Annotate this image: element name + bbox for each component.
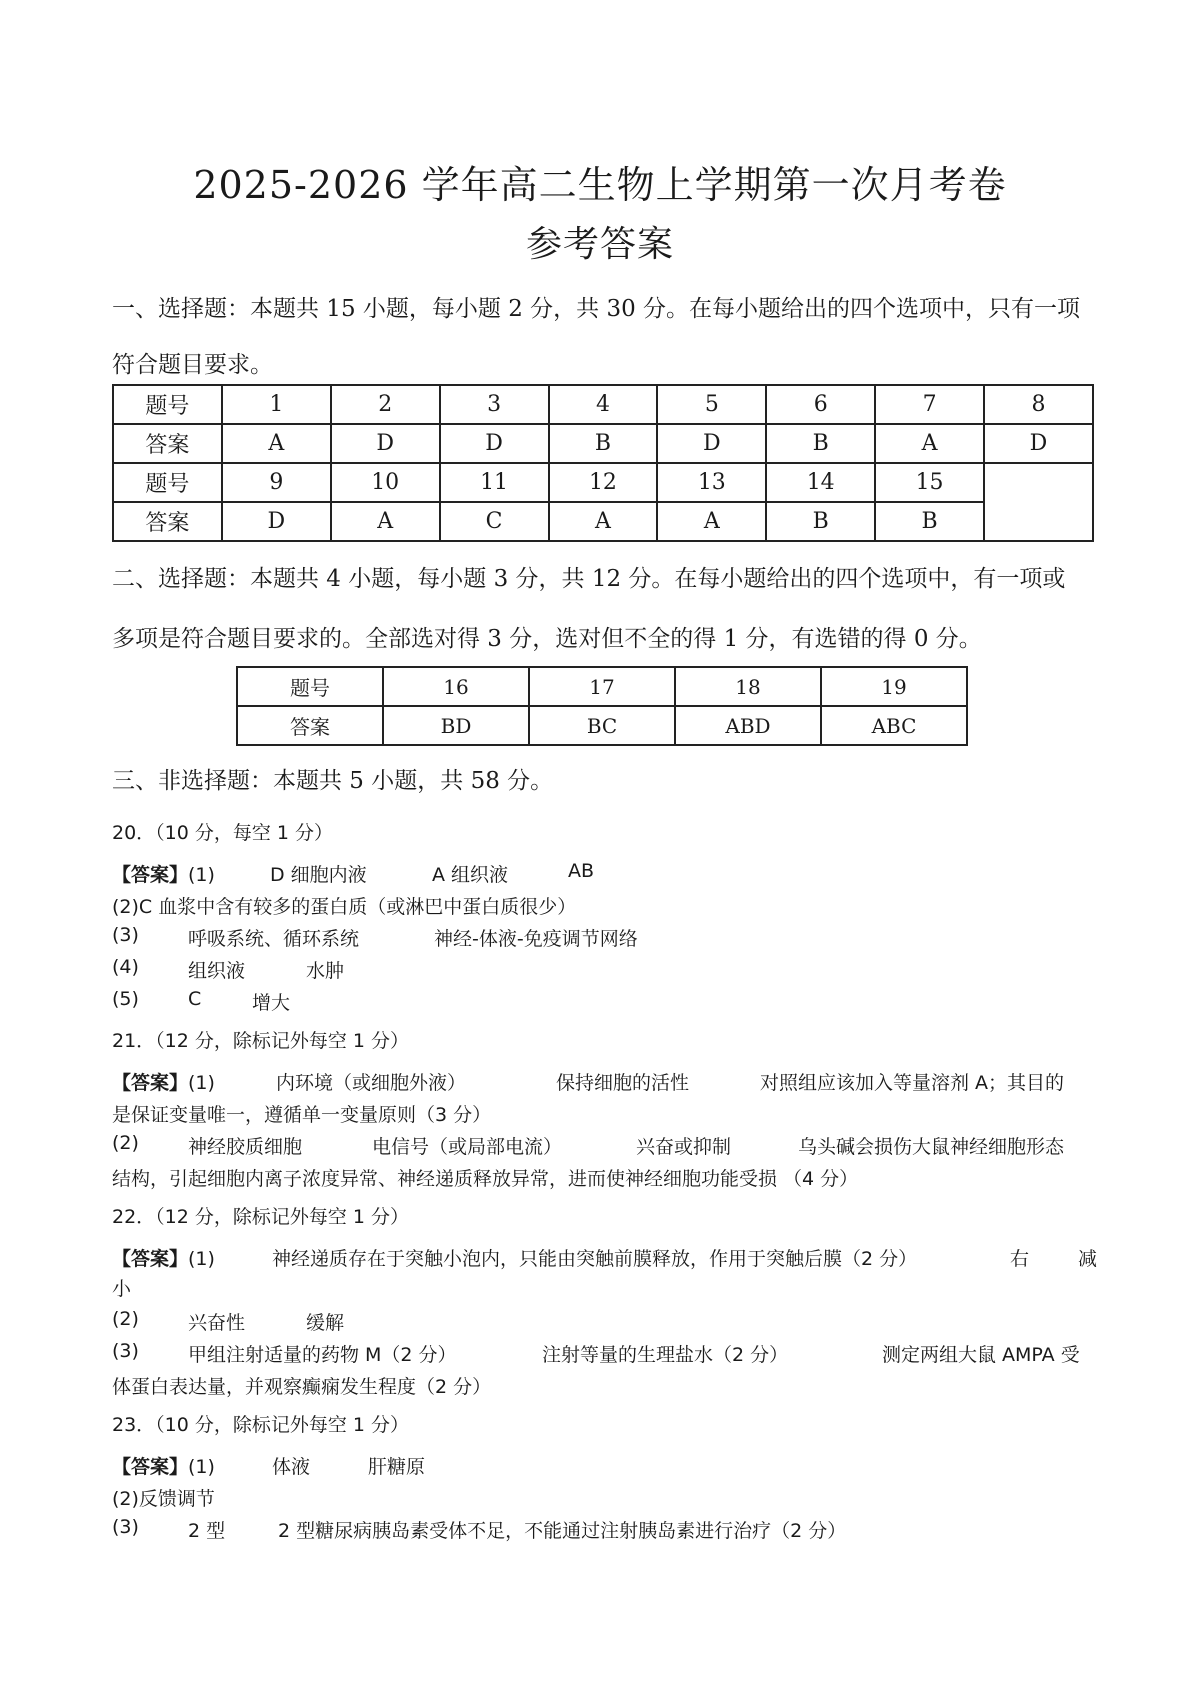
answer-cell: B: [549, 424, 658, 463]
question-number: 15: [875, 463, 984, 502]
q21-line1: [112, 1068, 1065, 1095]
answer-cell: A: [549, 502, 658, 541]
question-number: 14: [766, 463, 875, 502]
answer-prefix: 【答案】: [112, 1248, 189, 1270]
answer-cell: D: [657, 424, 766, 463]
answer-cell: BD: [383, 706, 529, 745]
question-number: 16: [383, 667, 529, 706]
q22-line1: [112, 1244, 1098, 1271]
q22-line1-cont: 小: [112, 1278, 132, 1300]
answer-cell: A: [222, 424, 331, 463]
question-number: 19: [821, 667, 967, 706]
part-number: (4): [112, 956, 139, 978]
answer-cell: D: [331, 424, 440, 463]
question-number: 17: [529, 667, 675, 706]
empty-cell: [984, 463, 1093, 541]
answer-text: 对照组应该加入等量溶剂 A；其目的: [760, 1072, 1065, 1094]
q23-line2: (2)反馈调节: [112, 1488, 215, 1510]
table-row: [237, 706, 967, 745]
question-number: 18: [675, 667, 821, 706]
q20-line2: (2)C 血浆中含有较多的蛋白质（或淋巴中蛋白质很少）: [112, 896, 577, 918]
section2-instruction-line2: 多项是符合题目要求的。全部选对得 3 分，选对但不全的得 1 分，有选错的得 0 分。: [112, 626, 982, 652]
q23-header: 23．（10 分，除标记外每空 1 分）: [112, 1414, 410, 1436]
answer-cell: D: [440, 424, 549, 463]
answer-cell: B: [875, 502, 984, 541]
answer-text: 兴奋性: [188, 1312, 246, 1334]
part-number: (5): [112, 988, 139, 1010]
answer-text: 电信号（或局部电流）: [372, 1136, 563, 1158]
answer-cell: D: [222, 502, 331, 541]
answer-prefix: 【答案】: [112, 1456, 189, 1478]
row-label-question: 题号: [113, 385, 222, 424]
question-number: 4: [549, 385, 658, 424]
answer-prefix: 【答案】: [112, 864, 189, 886]
answer-text: 呼吸系统、循环系统: [188, 928, 360, 950]
answer-text: A 组织液: [432, 864, 509, 886]
page-title: 2025-2026 学年高二生物上学期第一次月考卷: [193, 163, 1007, 207]
answer-text: 缓解: [306, 1312, 345, 1334]
answer-text: 增大: [252, 992, 291, 1014]
table-row: [113, 424, 1093, 463]
part-number: (3): [112, 1340, 139, 1362]
question-number: 11: [440, 463, 549, 502]
q21-line1-cont: 是保证变量唯一，遵循单一变量原则（3 分）: [112, 1104, 492, 1126]
row-label-answer: 答案: [113, 424, 222, 463]
question-number: 9: [222, 463, 331, 502]
part-number: (1): [188, 1072, 215, 1094]
q22-line3: [112, 1340, 1080, 1366]
answer-text: 组织液: [188, 960, 246, 982]
answer-text: AB: [568, 860, 595, 882]
answer-cell: B: [766, 424, 875, 463]
question-number: 10: [331, 463, 440, 502]
answer-text: 测定两组大鼠 AMPA 受: [882, 1344, 1080, 1366]
section3-heading: 三、非选择题：本题共 5 小题，共 58 分。: [112, 768, 554, 794]
answer-text: 右: [1010, 1248, 1030, 1270]
question-number: 3: [440, 385, 549, 424]
answer-text: 甲组注射适量的药物 M（2 分）: [188, 1344, 457, 1366]
answer-cell: ABC: [821, 706, 967, 745]
question-number: 1: [222, 385, 331, 424]
question-number: 6: [766, 385, 875, 424]
q20-line4: [112, 956, 345, 982]
part-number: (1): [188, 1248, 215, 1270]
q22-header: 22．（12 分，除标记外每空 1 分）: [112, 1206, 410, 1228]
answer-cell: C: [440, 502, 549, 541]
question-number: 8: [984, 385, 1093, 424]
q22-line3-cont: 体蛋白表达量，并观察癫痫发生程度（2 分）: [112, 1376, 492, 1398]
table-row: [237, 667, 967, 706]
answer-cell: D: [984, 424, 1093, 463]
part-number: (3): [112, 924, 139, 946]
answer-text: 2 型糖尿病胰岛素受体不足，不能通过注射胰岛素进行治疗（2 分）: [278, 1520, 847, 1542]
answer-text: 体液: [272, 1456, 311, 1478]
part-number: (2): [112, 1132, 139, 1154]
q21-header: 21．（12 分，除标记外每空 1 分）: [112, 1030, 410, 1052]
answer-text: 减: [1078, 1248, 1098, 1270]
row-label-answer: 答案: [113, 502, 222, 541]
q23-line3: [112, 1516, 847, 1542]
answer-text: 兴奋或抑制: [636, 1136, 732, 1158]
question-number: 5: [657, 385, 766, 424]
part-number: (1): [188, 1456, 215, 1478]
q20-line3: [112, 924, 638, 950]
section1-answer-table: [112, 384, 1094, 542]
section2-answer-table: [236, 666, 968, 746]
q23-line1: [112, 1452, 426, 1479]
answer-text: 肝糖原: [368, 1456, 426, 1478]
answer-cell: A: [875, 424, 984, 463]
question-number: 2: [331, 385, 440, 424]
answer-text: D 细胞内液: [270, 864, 367, 886]
q21-line2: [112, 1132, 1065, 1158]
answer-text: C: [188, 988, 202, 1010]
part-number: (1): [188, 864, 215, 886]
part-number: (3): [112, 1516, 139, 1538]
section1-instruction-line1: 一、选择题：本题共 15 小题，每小题 2 分，共 30 分。在每小题给出的四个选项中，只有一项: [112, 296, 1081, 322]
answer-text: 神经递质存在于突触小泡内，只能由突触前膜释放，作用于突触后膜（2 分）: [272, 1248, 918, 1270]
table-row: [113, 502, 1093, 541]
question-number: 13: [657, 463, 766, 502]
q21-line2-cont: 结构，引起细胞内离子浓度异常、神经递质释放异常，进而使神经细胞功能受损 （4 分）: [112, 1168, 859, 1190]
answer-cell: A: [331, 502, 440, 541]
row-label-question: 题号: [237, 667, 383, 706]
answer-text: 注射等量的生理盐水（2 分）: [542, 1344, 789, 1366]
answer-cell: ABD: [675, 706, 821, 745]
page-subtitle: 参考答案: [525, 224, 674, 265]
answer-text: 保持细胞的活性: [556, 1072, 690, 1094]
answer-cell: A: [657, 502, 766, 541]
table-row: [113, 463, 1093, 502]
answer-text: 乌头碱会损伤大鼠神经细胞形态: [798, 1136, 1065, 1158]
section2-instruction-line1: 二、选择题：本题共 4 小题，每小题 3 分，共 12 分。在每小题给出的四个选项中，有一项或: [112, 566, 1066, 592]
answer-cell: B: [766, 502, 875, 541]
answer-text: 水肿: [306, 960, 345, 982]
answer-text: 内环境（或细胞外液）: [276, 1072, 467, 1094]
row-label-answer: 答案: [237, 706, 383, 745]
question-number: 12: [549, 463, 658, 502]
answer-cell: BC: [529, 706, 675, 745]
answer-text: 神经胶质细胞: [188, 1136, 303, 1158]
answer-text: 神经-体液-免疫调节网络: [434, 928, 638, 950]
q20-header: 20．（10 分，每空 1 分）: [112, 822, 334, 844]
q20-line1: [112, 860, 595, 887]
q20-line5: [112, 988, 291, 1014]
table-row: [113, 385, 1093, 424]
q22-line2: [112, 1308, 345, 1334]
question-number: 7: [875, 385, 984, 424]
answer-prefix: 【答案】: [112, 1072, 189, 1094]
section1-instruction-line2: 符合题目要求。: [112, 352, 273, 378]
answer-text: 2 型: [188, 1520, 226, 1542]
part-number: (2): [112, 1308, 139, 1330]
row-label-question: 题号: [113, 463, 222, 502]
